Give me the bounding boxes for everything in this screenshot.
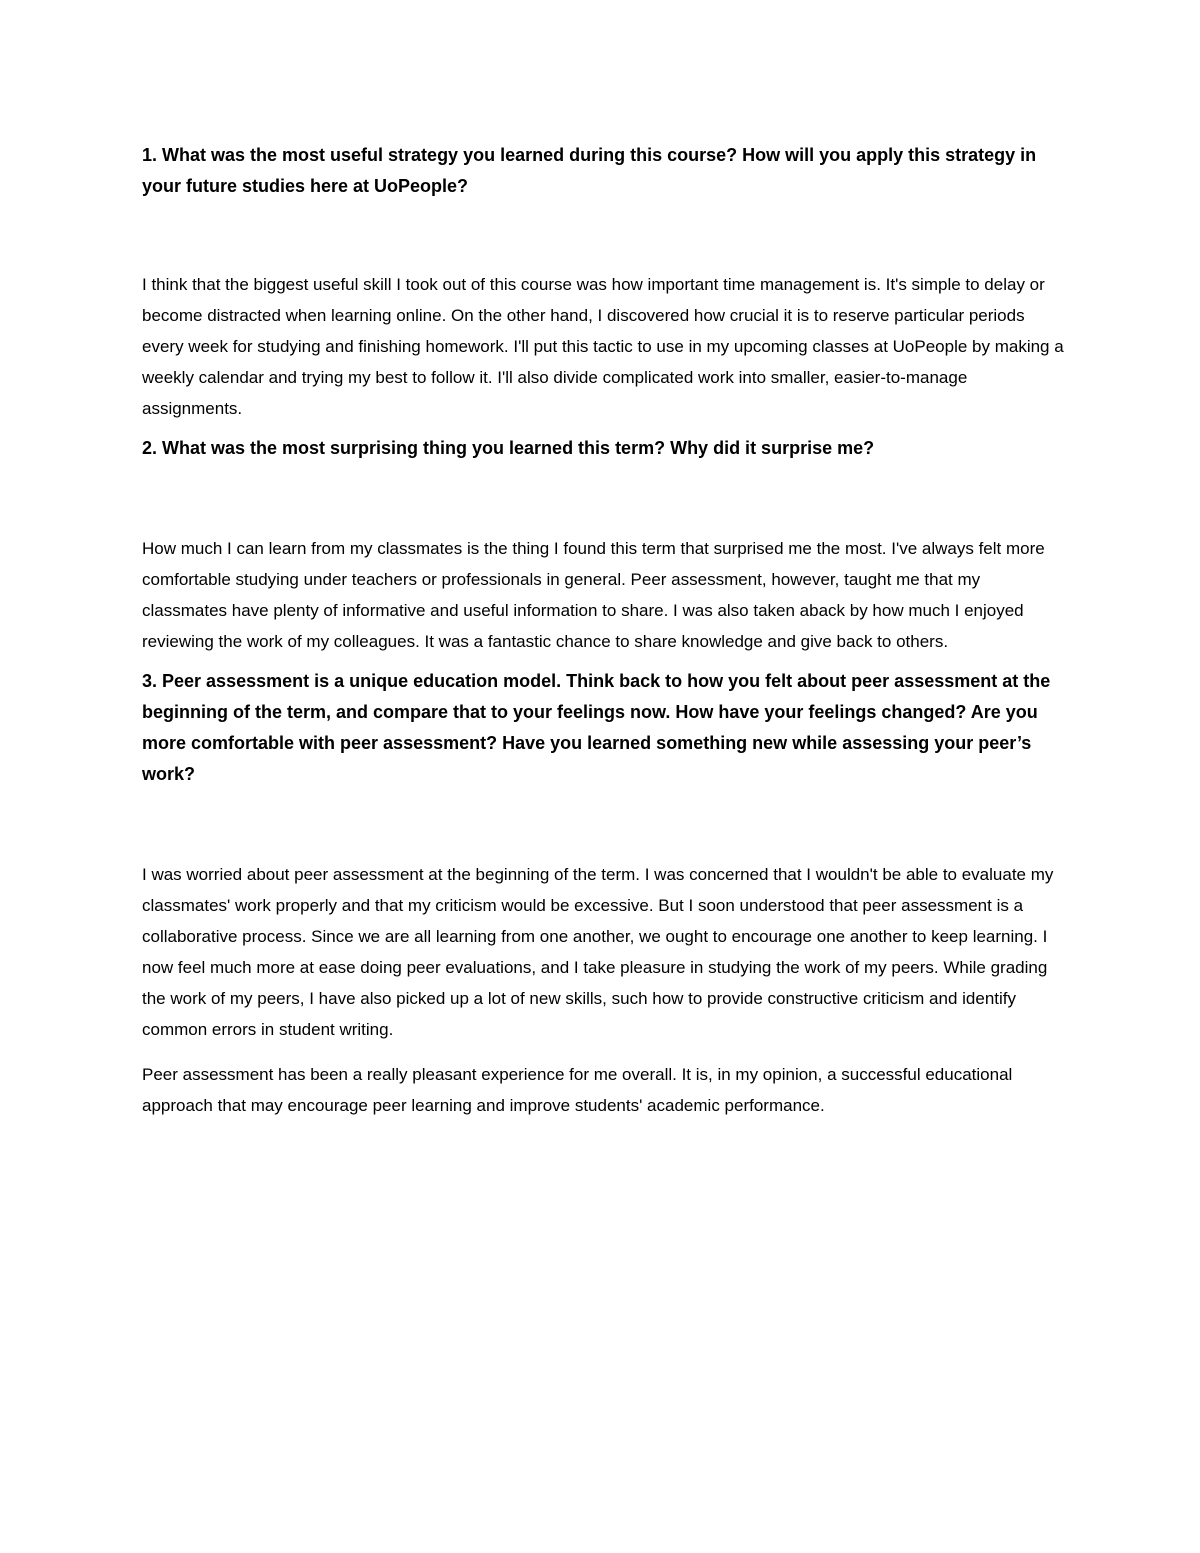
answer-1-paragraph: I think that the biggest useful skill I took out of this course was how important time management is. It's simple to delay or become distracted when learning online. On the other hand, I discovered how crucial it is to reserve particular periods every week for studying and finishing homework. I'll put this tactic to use in my upcoming classes at UoPeople by making a weekly calendar and trying my best to follow it. I'll also divide complicated work into smaller, easier-to-manage assignments. xyxy=(142,275,1064,418)
question-1-heading: 1. What was the most useful strategy you learned during this course? How will you apply this strategy in your future studies here at UoPeople? xyxy=(142,145,1037,196)
answer-2-paragraph: How much I can learn from my classmates is the thing I found this term that surprised me the most. I've always felt more comfortable studying under teachers or professionals in general. Peer assessment, however, taught me that my classmates have plenty of informative and useful information to share. I was also taken aback by how much I enjoyed reviewing the work of my colleagues. It was a fantastic chance to share knowledge and give back to others. xyxy=(142,539,1045,651)
closing-paragraph: Peer assessment has been a really pleasant experience for me overall. It is, in my opinion, a successful educational approach that may encourage peer learning and improve students' academic performance. xyxy=(142,1065,1013,1115)
answer-3-paragraph: I was worried about peer assessment at the beginning of the term. I was concerned that I wouldn't be able to evaluate my classmates' work properly and that my criticism would be excessive. But I soon understood that peer assessment is a collaborative process. Since we are all learning from one another, we ought to encourage one another to keep learning. I now feel much more at ease doing peer evaluations, and I take pleasure in studying the work of my peers. While grading the work of my peers, I have also picked up a lot of new skills, such how to provide constructive criticism and identify common errors in student writing. xyxy=(142,865,1054,1039)
question-3-heading: 3. Peer assessment is a unique education model. Think back to how you felt about peer assessment at the beginning of the term, and compare that to your feelings now. How have your feelings changed? Are you more comfortable with peer assessment? Have you learned something new while assessing your peer’s work? xyxy=(142,671,1051,784)
question-2-heading: 2. What was the most surprising thing you learned this term? Why did it surprise me? xyxy=(142,438,875,458)
document-page xyxy=(142,140,1067,1121)
